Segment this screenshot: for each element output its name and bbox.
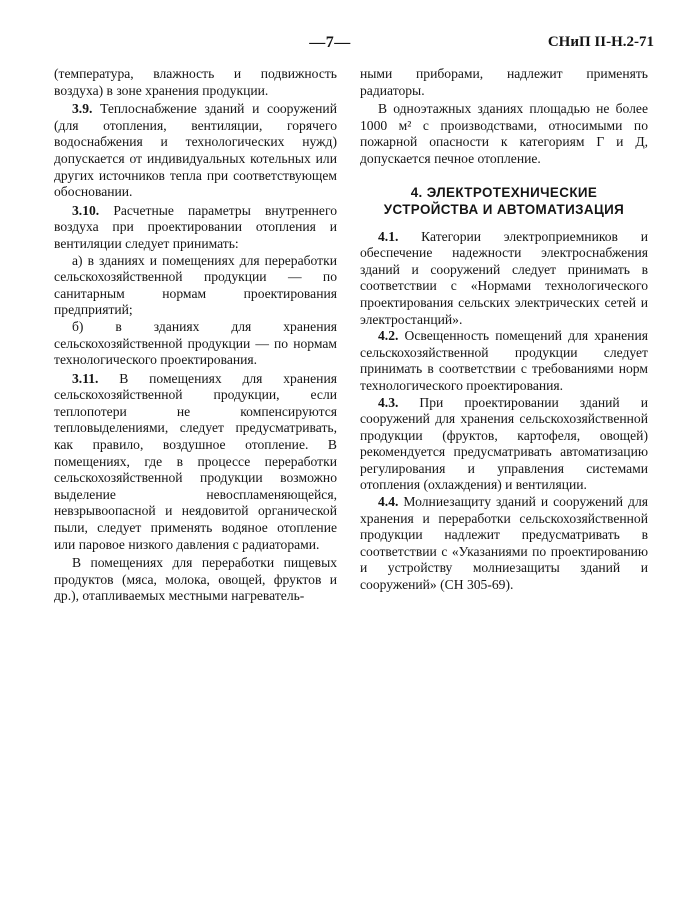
clause-number: 4.3.: [378, 394, 399, 410]
paragraph-3-11-continued: В помещениях для переработки пищевых продуктов (мяса, молока, овощей, фруктов и др.), отапливаемых местными нагреватель-: [54, 555, 337, 604]
paragraph-3-11: [54, 371, 337, 554]
clause-number: 4.4.: [378, 494, 399, 510]
paragraph-4-1: [360, 229, 648, 329]
clause-number: 3.10.: [72, 202, 100, 218]
clause-text: Категории электроприемников и обеспечение надежности электроснабжения зданий и сооружений следует принимать в соответствии с «Нормами технологического проектирования сельских электрических сетей и электростанций».: [360, 228, 648, 327]
document-code: СНиП II-Н.2-71: [547, 34, 654, 50]
paragraph-3-10: [54, 203, 337, 253]
paragraph-stove-heating: В одноэтажных зданиях площадью не более 1000 м² с производствами, относимыми по пожарной опасности к категориям Г и Д, допускается печное отопление.: [360, 101, 648, 166]
right-column: [360, 66, 648, 594]
paragraph-4-4: [360, 494, 648, 594]
clause-text: Теплоснабжение зданий и сооружений (для отопления, вентиляции, горячего водоснабжения и технологических нужд) допускается от индивидуальных котельных или других источников тепла при соответствующем обосновании.: [54, 101, 337, 200]
clause-text: В помещениях для хранения сельскохозяйственной продукции, если теплопотери не компенсируются тепловыделениями, следует предусматривать, как правило, воздушное отопление. В помещениях, где в процессе переработки сельскохозяйственной продукции возможно выделение невоспламеняющейся, невзрывоопасной и неядовитой органической пыли, следует применять водяное отопление или паровое низкого давления с радиаторами.: [54, 370, 337, 552]
clause-number: 4.2.: [378, 328, 399, 344]
page-number: —7—: [309, 34, 351, 51]
page-header: [0, 34, 700, 56]
paragraph-3-9: [54, 101, 337, 201]
paragraph-4-3: [360, 395, 648, 495]
left-column: [54, 66, 337, 605]
clause-number: 4.1.: [378, 228, 399, 244]
clause-text: При проектировании зданий и сооружений для хранения сельскохозяйственной продукции (фруктов, картофеля, овощей) рекомендуется предусматривать автоматизацию регулирования и управления системами отопления (охлаждения) и вентиляции.: [360, 394, 648, 493]
clause-number: 3.11.: [72, 370, 99, 386]
clause-text: Расчетные параметры внутреннего воздуха при проектировании отопления и вентиляции следует принимать:: [54, 202, 337, 251]
paragraph-continuation: (температура, влажность и подвижность воздуха) в зоне хранения продукции.: [54, 66, 337, 98]
section-heading: [360, 184, 648, 218]
clause-text: Молниезащиту зданий и сооружений для хранения и переработки сельскохозяйственной продукции надлежит предусматривать в соответствии с «Указаниями по проектированию и устройству молниезащиты зданий и сооружений» (СН 305-69).: [360, 494, 648, 593]
paragraph-continuation: ными приборами, надлежит применять радиаторы.: [360, 66, 648, 98]
clause-text: Освещенность помещений для хранения сельскохозяйственной продукции следует принимать в соответствии с требованиями норм технологического проектирования.: [360, 328, 648, 393]
paragraph-4-2: [360, 328, 648, 394]
paragraph-3-10-a: а) в зданиях и помещениях для переработки сельскохозяйственной продукции — по санитарным нормам проектирования предприятий;: [54, 252, 337, 318]
section-heading-line: 4. ЭЛЕКТРОТЕХНИЧЕСКИЕ: [410, 184, 598, 200]
paragraph-3-10-b: б) в зданиях для хранения сельскохозяйственной продукции — по нормам технологического проектирования.: [54, 318, 337, 368]
section-heading-line: УСТРОЙСТВА И АВТОМАТИЗАЦИЯ: [383, 201, 625, 217]
clause-number: 3.9.: [72, 101, 93, 117]
